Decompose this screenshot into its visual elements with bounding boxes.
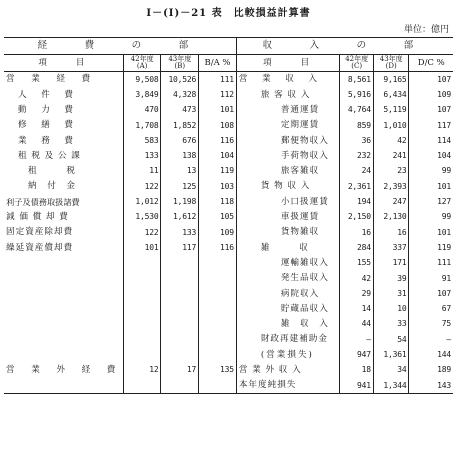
expense-b: 1,612 — [161, 210, 199, 225]
income-d: 33 — [373, 317, 409, 332]
expense-item: 固定資産除却費 — [6, 227, 74, 238]
income-item: 病院収入 — [280, 288, 320, 299]
income-d: 6,434 — [373, 87, 409, 102]
expense-a: 3,849 — [123, 87, 161, 102]
income-ratio: 107 — [409, 103, 453, 118]
expense-b: 138 — [161, 148, 199, 163]
income-c: 2,361 — [340, 179, 373, 194]
expense-item: 租 税 及 公 課 — [18, 150, 81, 161]
expense-b: 676 — [161, 133, 199, 148]
expense-item-header: 項 目 — [4, 55, 123, 72]
expense-a-empty — [123, 286, 161, 301]
income-item: 旅客雑収 — [280, 166, 320, 177]
expense-b: 133 — [161, 225, 199, 240]
income-item: 発生品収入 — [280, 273, 329, 284]
expense-ratio-empty — [199, 301, 237, 316]
income-d: 2,130 — [373, 210, 409, 225]
income-ratio: 111 — [409, 256, 453, 271]
expense-a: 12 — [123, 363, 161, 378]
income-d: 1,361 — [373, 347, 409, 362]
income-item: 貨物雑収 — [280, 227, 320, 238]
income-item: 雑 収 — [260, 242, 309, 253]
income-ratio: 119 — [409, 240, 453, 255]
expense-a-empty — [123, 271, 161, 286]
expense-b: 13 — [161, 164, 199, 179]
income-d: 54 — [373, 332, 409, 347]
income-item: 郵便物収入 — [280, 135, 329, 146]
income-c: 284 — [340, 240, 373, 255]
expense-b: 4,328 — [161, 87, 199, 102]
income-item: 貯蔵品収入 — [280, 303, 329, 314]
table-row — [4, 179, 453, 194]
table-row — [4, 332, 453, 347]
expense-item-empty — [4, 286, 123, 301]
income-d: 34 — [373, 363, 409, 378]
table-row — [4, 225, 453, 240]
income-item: 営 業 収 入 — [238, 74, 320, 85]
table-row — [4, 87, 453, 102]
y43-income-label: 43年度 — [379, 54, 403, 63]
y42-header — [123, 55, 161, 72]
income-ratio: 101 — [409, 179, 453, 194]
expense-b-empty — [161, 286, 199, 301]
income-c: — — [340, 332, 373, 347]
income-d: 10 — [373, 301, 409, 316]
table-row — [4, 347, 453, 362]
expense-ratio-empty — [199, 256, 237, 271]
expense-item: 動 力 費 — [18, 104, 76, 115]
expense-item-empty — [4, 347, 123, 362]
income-c: 5,916 — [340, 87, 373, 102]
expense-item: 営 業 経 費 — [6, 74, 95, 85]
y42-income-label: 42年度 — [345, 54, 369, 63]
income-item: 本年度純損失 — [236, 378, 340, 394]
expense-a-empty — [123, 256, 161, 271]
expense-b: 473 — [161, 103, 199, 118]
expense-item: 業 務 費 — [18, 135, 76, 146]
expense-ratio: 118 — [199, 194, 237, 209]
expense-b-empty — [161, 332, 199, 347]
income-c: 232 — [340, 148, 373, 163]
expense-a: 101 — [123, 240, 161, 255]
expense-a-empty — [123, 301, 161, 316]
y42-income-mark: (C) — [351, 62, 363, 70]
income-ratio: 99 — [409, 210, 453, 225]
income-c: 16 — [340, 225, 373, 240]
income-item: 定期運賃 — [280, 120, 320, 131]
table-title: I－(I)－21 表 比較損益計算書 — [146, 8, 311, 19]
expense-b-empty — [161, 301, 199, 316]
expense-item: 人 件 費 — [18, 89, 76, 100]
income-d: 171 — [373, 256, 409, 271]
income-ratio: 114 — [409, 133, 453, 148]
income-d: 247 — [373, 194, 409, 209]
y42-label: 42年度 — [130, 54, 154, 63]
expense-a: 11 — [123, 164, 161, 179]
expense-item: 繰延資産償却費 — [6, 242, 74, 253]
expense-item-empty — [4, 256, 123, 271]
income-item: 旅 客 収 入 — [260, 89, 311, 100]
income-c: 859 — [340, 118, 373, 133]
income-ratio: 75 — [409, 317, 453, 332]
expense-ratio: 109 — [199, 225, 237, 240]
y43-label: 43年度 — [168, 54, 192, 63]
expense-item-empty — [4, 378, 123, 394]
expense-item-empty — [4, 271, 123, 286]
income-d: 39 — [373, 271, 409, 286]
expense-b: 10,526 — [161, 72, 199, 88]
expense-item-empty — [4, 317, 123, 332]
expense-b: 117 — [161, 240, 199, 255]
income-d: 2,393 — [373, 179, 409, 194]
expense-ratio: 112 — [199, 87, 237, 102]
y43-income-mark: (D) — [385, 62, 397, 70]
income-ratio: — — [409, 332, 453, 347]
income-item: 貨 物 収 入 — [260, 181, 311, 192]
income-item: 小口扱運賃 — [280, 196, 329, 207]
expense-ratio-empty — [199, 271, 237, 286]
y43-income-header — [373, 55, 409, 72]
expense-a-empty — [123, 332, 161, 347]
income-ratio: 91 — [409, 271, 453, 286]
income-d: 9,165 — [373, 72, 409, 88]
income-ratio: 107 — [409, 72, 453, 88]
income-ratio: 143 — [409, 378, 453, 394]
income-c: 42 — [340, 271, 373, 286]
income-c: 44 — [340, 317, 373, 332]
expense-ratio: 119 — [199, 164, 237, 179]
table-row — [4, 301, 453, 316]
expense-a: 9,508 — [123, 72, 161, 88]
income-ratio: 189 — [409, 363, 453, 378]
table-row — [4, 103, 453, 118]
expense-a: 122 — [123, 179, 161, 194]
expense-ratio-empty — [199, 332, 237, 347]
income-d: 5,119 — [373, 103, 409, 118]
table-row — [4, 148, 453, 163]
expense-ratio-empty — [199, 286, 237, 301]
expense-ratio: 101 — [199, 103, 237, 118]
income-ratio: 117 — [409, 118, 453, 133]
expense-ratio-empty — [199, 347, 237, 362]
income-c: 2,150 — [340, 210, 373, 225]
expense-a: 583 — [123, 133, 161, 148]
table-row — [4, 118, 453, 133]
income-d: 31 — [373, 286, 409, 301]
expense-a: 133 — [123, 148, 161, 163]
income-item: (営業損失) — [260, 349, 314, 360]
comparative-income-statement — [4, 37, 453, 394]
expense-b: 1,198 — [161, 194, 199, 209]
income-c: 947 — [340, 347, 373, 362]
income-c: 4,764 — [340, 103, 373, 118]
expense-item-empty — [4, 301, 123, 316]
income-c: 14 — [340, 301, 373, 316]
expense-item-empty — [4, 332, 123, 347]
table-row — [4, 256, 453, 271]
income-c: 194 — [340, 194, 373, 209]
table-row — [4, 164, 453, 179]
income-ratio: 67 — [409, 301, 453, 316]
expense-ratio: 135 — [199, 363, 237, 378]
expense-item: 修 繕 費 — [18, 120, 76, 131]
income-ratio: 99 — [409, 164, 453, 179]
table-row — [4, 133, 453, 148]
income-item: 財政再建補助金 — [260, 334, 328, 345]
expense-a: 122 — [123, 225, 161, 240]
income-item: 手荷物収入 — [280, 150, 329, 161]
income-d: 1,344 — [373, 378, 409, 394]
income-c: 24 — [340, 164, 373, 179]
y42-mark: (A) — [136, 62, 148, 70]
expense-b-empty — [161, 271, 199, 286]
income-item: 雑 収 入 — [280, 319, 329, 330]
income-c: 36 — [340, 133, 373, 148]
expense-ratio-empty — [199, 317, 237, 332]
ratio-ba-header: B/A % — [199, 55, 237, 72]
expense-a: 1,708 — [123, 118, 161, 133]
table-row — [4, 72, 453, 88]
income-d: 16 — [373, 225, 409, 240]
expense-b: 1,852 — [161, 118, 199, 133]
expense-b-empty — [161, 317, 199, 332]
expense-b: 125 — [161, 179, 199, 194]
income-c: 941 — [340, 378, 373, 394]
income-d: 241 — [373, 148, 409, 163]
expense-ratio: 116 — [199, 240, 237, 255]
income-c: 29 — [340, 286, 373, 301]
expense-ratio: 108 — [199, 118, 237, 133]
table-row — [4, 271, 453, 286]
income-item: 車扱運賃 — [280, 212, 320, 223]
y43-mark: (B) — [174, 62, 186, 70]
expense-section-header: 経 費 の 部 — [4, 38, 236, 55]
income-c: 155 — [340, 256, 373, 271]
income-item: 運輸雑収入 — [280, 257, 329, 268]
income-item-header: 項 目 — [236, 55, 340, 72]
expense-ratio: 111 — [199, 72, 237, 88]
income-ratio: 144 — [409, 347, 453, 362]
income-ratio: 104 — [409, 148, 453, 163]
expense-ratio: 103 — [199, 179, 237, 194]
expense-ratio: 104 — [199, 148, 237, 163]
expense-ratio: 116 — [199, 133, 237, 148]
expense-item: 営 業 外 経 費 — [6, 364, 120, 375]
expense-a: 1,012 — [123, 194, 161, 209]
expense-b-empty — [161, 378, 199, 394]
income-d: 337 — [373, 240, 409, 255]
expense-b-empty — [161, 347, 199, 362]
income-ratio: 101 — [409, 225, 453, 240]
income-d: 42 — [373, 133, 409, 148]
unit-label: 単位：億円 — [403, 25, 449, 35]
table-row — [4, 363, 453, 378]
y42-income-header — [340, 55, 373, 72]
expense-item: 減 価 償 却 費 — [6, 212, 69, 223]
expense-a: 1,530 — [123, 210, 161, 225]
table-row — [4, 194, 453, 209]
expense-ratio: 105 — [199, 210, 237, 225]
expense-b: 17 — [161, 363, 199, 378]
expense-a-empty — [123, 317, 161, 332]
expense-a-empty — [123, 378, 161, 394]
ratio-dc-header: D/C % — [409, 55, 453, 72]
income-item: 普通運賃 — [280, 104, 320, 115]
income-ratio: 109 — [409, 87, 453, 102]
expense-item: 納 付 金 — [28, 181, 76, 192]
income-c: 8,561 — [340, 72, 373, 88]
income-d: 23 — [373, 164, 409, 179]
income-item: 営 業 外 収 入 — [238, 364, 302, 375]
income-section-header: 収 入 の 部 — [236, 38, 453, 55]
income-ratio: 107 — [409, 286, 453, 301]
y43-header — [161, 55, 199, 72]
table-row — [4, 378, 453, 394]
table-row — [4, 317, 453, 332]
table-row — [4, 286, 453, 301]
income-ratio: 127 — [409, 194, 453, 209]
table-row — [4, 210, 453, 225]
expense-item: 租 税 — [28, 166, 76, 177]
income-c: 18 — [340, 363, 373, 378]
expense-b-empty — [161, 256, 199, 271]
expense-item: 利子及債務取扱諸費 — [6, 196, 80, 207]
expense-a-empty — [123, 347, 161, 362]
income-d: 1,010 — [373, 118, 409, 133]
table-row — [4, 240, 453, 255]
expense-ratio-empty — [199, 378, 237, 394]
expense-a: 470 — [123, 103, 161, 118]
